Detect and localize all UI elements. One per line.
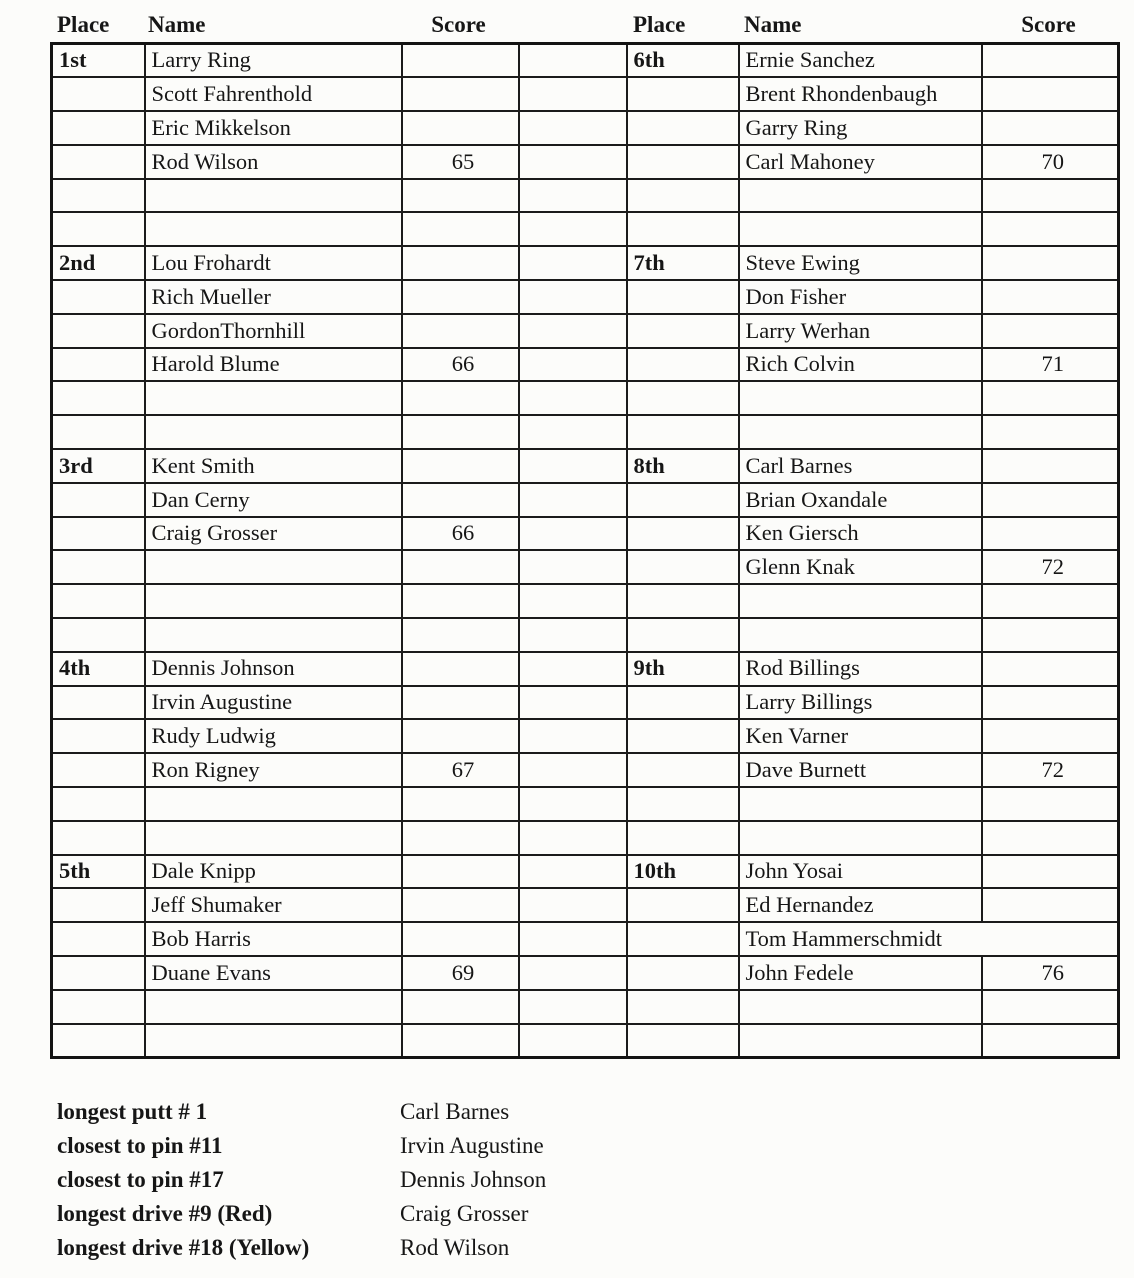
name-cell: Rudy Ludwig	[145, 719, 402, 753]
table-row	[52, 652, 1119, 686]
score-cell	[402, 719, 519, 753]
score-cell	[982, 990, 1119, 1024]
header-score-left: Score	[431, 12, 486, 37]
spacer-cell	[519, 888, 627, 922]
place-cell	[52, 415, 145, 449]
table-row	[52, 956, 1119, 990]
name-cell: Garry Ring	[739, 111, 982, 145]
spacer-cell	[519, 280, 627, 314]
score-cell	[402, 618, 519, 652]
score-cell	[982, 855, 1119, 889]
place-cell	[52, 314, 145, 348]
name-cell: Jeff Shumaker	[145, 888, 402, 922]
table-row	[52, 719, 1119, 753]
score-cell	[402, 179, 519, 213]
header-name-right: Name	[744, 12, 802, 37]
name-cell: Brian Oxandale	[739, 483, 982, 517]
name-cell: John Fedele	[739, 956, 982, 990]
spacer-cell	[519, 686, 627, 720]
place-cell	[627, 787, 739, 821]
name-cell	[145, 212, 402, 246]
name-cell: Lou Frohardt	[145, 246, 402, 280]
score-cell	[982, 111, 1119, 145]
table-row	[52, 821, 1119, 855]
place-cell	[52, 77, 145, 111]
name-cell	[739, 415, 982, 449]
place-cell	[52, 990, 145, 1024]
table-row	[52, 179, 1119, 213]
name-cell: Harold Blume	[145, 348, 402, 382]
place-cell: 3rd	[52, 449, 145, 483]
score-cell	[982, 517, 1119, 551]
spacer-cell	[519, 719, 627, 753]
place-cell	[627, 517, 739, 551]
scanned-results-sheet	[50, 0, 1117, 1265]
name-cell	[739, 787, 982, 821]
name-cell: Larry Werhan	[739, 314, 982, 348]
place-cell	[52, 483, 145, 517]
name-cell: Eric Mikkelson	[145, 111, 402, 145]
score-cell	[402, 280, 519, 314]
place-cell	[52, 787, 145, 821]
score-cell	[982, 1024, 1119, 1058]
place-cell	[627, 719, 739, 753]
place-cell	[52, 179, 145, 213]
score-cell	[982, 686, 1119, 720]
score-cell	[402, 77, 519, 111]
name-cell: Ernie Sanchez	[739, 44, 982, 78]
name-cell	[739, 618, 982, 652]
name-cell: Dan Cerny	[145, 483, 402, 517]
place-cell: 9th	[627, 652, 739, 686]
spacer-cell	[519, 956, 627, 990]
header-name-left: Name	[148, 12, 206, 37]
score-cell: 72	[982, 753, 1119, 787]
score-cell	[982, 212, 1119, 246]
place-cell	[52, 821, 145, 855]
place-cell	[52, 111, 145, 145]
place-cell	[627, 550, 739, 584]
place-cell	[627, 584, 739, 618]
name-cell	[145, 584, 402, 618]
score-cell	[402, 888, 519, 922]
table-row	[52, 145, 1119, 179]
spacer-cell	[519, 77, 627, 111]
name-cell	[739, 212, 982, 246]
place-cell	[52, 550, 145, 584]
name-cell: Dale Knipp	[145, 855, 402, 889]
name-cell: Tom Hammerschmidt	[739, 922, 1119, 956]
name-cell: Larry Billings	[739, 686, 982, 720]
place-cell	[627, 686, 739, 720]
award-winner: Carl Barnes	[400, 1098, 510, 1124]
place-cell	[52, 719, 145, 753]
table-row	[52, 44, 1119, 78]
score-cell	[402, 686, 519, 720]
award-row	[57, 1231, 1117, 1265]
score-cell	[982, 787, 1119, 821]
award-winner: Dennis Johnson	[400, 1166, 547, 1192]
place-cell: 7th	[627, 246, 739, 280]
award-label: closest to pin #11	[57, 1132, 223, 1158]
table-row	[52, 517, 1119, 551]
place-cell	[52, 584, 145, 618]
spacer-cell	[519, 517, 627, 551]
place-cell	[627, 888, 739, 922]
score-cell	[402, 652, 519, 686]
award-winner: Rod Wilson	[400, 1234, 510, 1260]
spacer-cell	[519, 753, 627, 787]
place-cell	[627, 1024, 739, 1058]
score-cell	[402, 44, 519, 78]
place-cell	[52, 280, 145, 314]
score-cell	[982, 888, 1119, 922]
award-row	[57, 1129, 1117, 1163]
score-cell	[402, 381, 519, 415]
name-cell	[739, 821, 982, 855]
name-cell	[739, 1024, 982, 1058]
award-winner: Craig Grosser	[400, 1200, 529, 1226]
name-cell: Rich Colvin	[739, 348, 982, 382]
name-cell: Carl Barnes	[739, 449, 982, 483]
spacer-cell	[519, 415, 627, 449]
score-cell	[402, 111, 519, 145]
score-cell	[982, 314, 1119, 348]
name-cell: Ken Giersch	[739, 517, 982, 551]
score-cell	[402, 415, 519, 449]
spacer-cell	[519, 179, 627, 213]
place-cell: 1st	[52, 44, 145, 78]
name-cell	[739, 584, 982, 618]
score-cell: 66	[402, 517, 519, 551]
spacer-cell	[519, 44, 627, 78]
table-row	[52, 280, 1119, 314]
name-cell	[739, 381, 982, 415]
table-row	[52, 855, 1119, 889]
name-cell	[145, 618, 402, 652]
name-cell	[145, 415, 402, 449]
score-cell: 76	[982, 956, 1119, 990]
name-cell: Glenn Knak	[739, 550, 982, 584]
table-row	[52, 753, 1119, 787]
score-cell	[982, 415, 1119, 449]
place-cell	[52, 618, 145, 652]
name-cell	[739, 179, 982, 213]
score-cell	[982, 246, 1119, 280]
table-row	[52, 618, 1119, 652]
score-cell	[982, 652, 1119, 686]
spacer-cell	[519, 652, 627, 686]
name-cell	[145, 550, 402, 584]
spacer-cell	[519, 584, 627, 618]
award-label: longest drive #9 (Red)	[57, 1200, 273, 1226]
place-cell	[627, 145, 739, 179]
place-cell	[627, 314, 739, 348]
award-label: closest to pin #17	[57, 1166, 224, 1192]
score-cell	[402, 1024, 519, 1058]
name-cell: Dave Burnett	[739, 753, 982, 787]
table-row	[52, 888, 1119, 922]
place-cell	[627, 348, 739, 382]
name-cell: Duane Evans	[145, 956, 402, 990]
score-cell: 69	[402, 956, 519, 990]
name-cell: Kent Smith	[145, 449, 402, 483]
score-cell	[982, 483, 1119, 517]
spacer-cell	[519, 787, 627, 821]
name-cell	[145, 179, 402, 213]
table-row	[52, 483, 1119, 517]
name-cell: Dennis Johnson	[145, 652, 402, 686]
place-cell: 6th	[627, 44, 739, 78]
place-cell	[52, 956, 145, 990]
place-cell: 10th	[627, 855, 739, 889]
place-cell: 2nd	[52, 246, 145, 280]
place-cell	[627, 280, 739, 314]
name-cell: Brent Rhondenbaugh	[739, 77, 982, 111]
place-cell	[52, 888, 145, 922]
place-cell	[627, 753, 739, 787]
score-cell: 70	[982, 145, 1119, 179]
table-row	[52, 990, 1119, 1024]
place-cell	[52, 348, 145, 382]
score-cell	[402, 922, 519, 956]
award-row	[57, 1197, 1117, 1231]
spacer-cell	[519, 145, 627, 179]
name-cell: Steve Ewing	[739, 246, 982, 280]
place-cell	[627, 111, 739, 145]
place-cell: 5th	[52, 855, 145, 889]
table-row	[52, 111, 1119, 145]
place-cell	[52, 145, 145, 179]
name-cell	[145, 1024, 402, 1058]
spacer-cell	[519, 550, 627, 584]
score-cell	[982, 719, 1119, 753]
header-place-left: Place	[57, 12, 110, 37]
award-label: longest putt # 1	[57, 1098, 208, 1124]
table-row	[52, 449, 1119, 483]
place-cell	[52, 686, 145, 720]
name-cell: Irvin Augustine	[145, 686, 402, 720]
score-cell	[402, 584, 519, 618]
place-cell: 4th	[52, 652, 145, 686]
name-cell: Rich Mueller	[145, 280, 402, 314]
name-cell	[739, 990, 982, 1024]
spacer-cell	[519, 990, 627, 1024]
name-cell: Ken Varner	[739, 719, 982, 753]
name-cell: Don Fisher	[739, 280, 982, 314]
table-row	[52, 314, 1119, 348]
place-cell	[52, 922, 145, 956]
name-cell: Scott Fahrenthold	[145, 77, 402, 111]
score-cell: 67	[402, 753, 519, 787]
results-table	[50, 42, 1120, 1059]
place-cell: 8th	[627, 449, 739, 483]
name-cell: Bob Harris	[145, 922, 402, 956]
table-row	[52, 348, 1119, 382]
place-cell	[52, 381, 145, 415]
score-cell	[402, 246, 519, 280]
spacer-cell	[519, 1024, 627, 1058]
score-cell	[402, 787, 519, 821]
table-row	[52, 584, 1119, 618]
place-cell	[52, 753, 145, 787]
spacer-cell	[519, 246, 627, 280]
place-cell	[627, 922, 739, 956]
name-cell: Ed Hernandez	[739, 888, 982, 922]
score-cell	[982, 821, 1119, 855]
score-cell	[982, 449, 1119, 483]
table-row	[52, 686, 1119, 720]
score-cell	[982, 44, 1119, 78]
place-cell	[627, 821, 739, 855]
spacer-cell	[519, 618, 627, 652]
spacer-cell	[519, 212, 627, 246]
score-cell	[982, 77, 1119, 111]
header-score-right: Score	[1021, 12, 1076, 37]
spacer-cell	[519, 821, 627, 855]
place-cell	[627, 483, 739, 517]
award-label: longest drive #18 (Yellow)	[57, 1234, 310, 1260]
name-cell: GordonThornhill	[145, 314, 402, 348]
table-row	[52, 381, 1119, 415]
name-cell: Carl Mahoney	[739, 145, 982, 179]
place-cell	[627, 990, 739, 1024]
place-cell	[627, 415, 739, 449]
place-cell	[627, 381, 739, 415]
spacer-cell	[519, 348, 627, 382]
score-cell	[402, 483, 519, 517]
spacer-cell	[519, 314, 627, 348]
table-row	[52, 212, 1119, 246]
table-row	[52, 246, 1119, 280]
place-cell	[52, 1024, 145, 1058]
award-row	[57, 1095, 1117, 1129]
place-cell	[627, 77, 739, 111]
score-cell	[402, 990, 519, 1024]
name-cell: Rod Billings	[739, 652, 982, 686]
score-cell	[982, 618, 1119, 652]
name-cell	[145, 381, 402, 415]
table-row	[52, 77, 1119, 111]
place-cell	[627, 956, 739, 990]
score-cell	[402, 855, 519, 889]
award-row	[57, 1163, 1117, 1197]
score-cell	[402, 449, 519, 483]
score-cell	[982, 584, 1119, 618]
name-cell: Craig Grosser	[145, 517, 402, 551]
name-cell	[145, 990, 402, 1024]
spacer-cell	[519, 855, 627, 889]
header-place-right: Place	[633, 12, 686, 37]
table-header-row	[50, 12, 1117, 42]
score-cell: 72	[982, 550, 1119, 584]
name-cell: Rod Wilson	[145, 145, 402, 179]
spacer-cell	[519, 449, 627, 483]
spacer-cell	[519, 381, 627, 415]
name-cell: Larry Ring	[145, 44, 402, 78]
place-cell	[627, 618, 739, 652]
table-row	[52, 922, 1119, 956]
table-row	[52, 550, 1119, 584]
name-cell: John Yosai	[739, 855, 982, 889]
table-row	[52, 415, 1119, 449]
score-cell	[402, 212, 519, 246]
score-cell	[982, 179, 1119, 213]
score-cell	[402, 550, 519, 584]
spacer-cell	[519, 111, 627, 145]
spacer-cell	[519, 483, 627, 517]
score-cell	[982, 280, 1119, 314]
score-cell	[982, 381, 1119, 415]
table-row	[52, 787, 1119, 821]
score-cell: 65	[402, 145, 519, 179]
score-cell: 71	[982, 348, 1119, 382]
place-cell	[52, 212, 145, 246]
award-winner: Irvin Augustine	[400, 1132, 544, 1158]
score-cell	[402, 821, 519, 855]
name-cell: Ron Rigney	[145, 753, 402, 787]
spacer-cell	[519, 922, 627, 956]
table-row	[52, 1024, 1119, 1058]
name-cell	[145, 787, 402, 821]
awards-section	[50, 1095, 1117, 1265]
place-cell	[627, 179, 739, 213]
place-cell	[52, 517, 145, 551]
score-cell: 66	[402, 348, 519, 382]
score-cell	[402, 314, 519, 348]
name-cell	[145, 821, 402, 855]
place-cell	[627, 212, 739, 246]
